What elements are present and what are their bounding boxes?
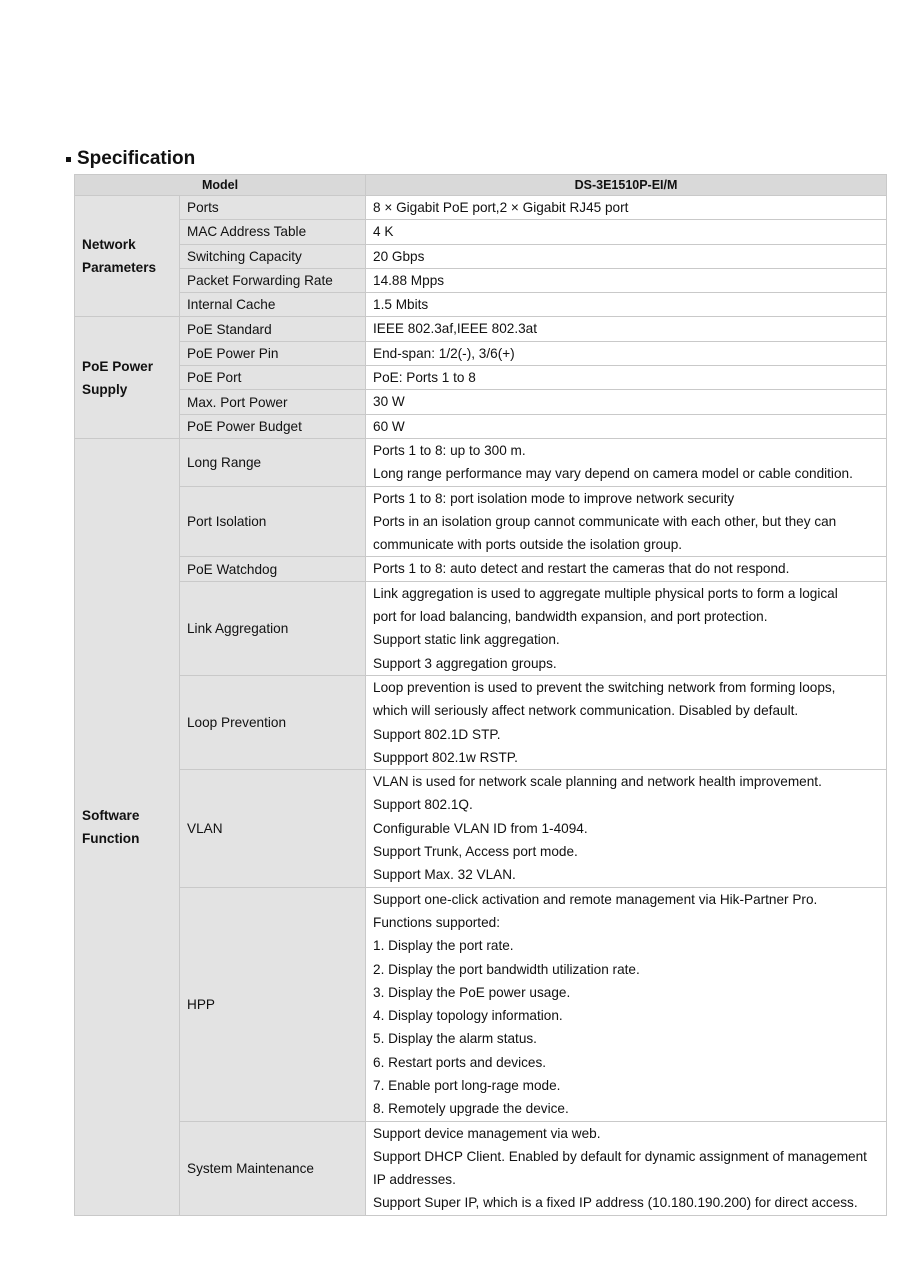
param-name: Loop Prevention: [180, 675, 366, 769]
value-line: Support Max. 32 VLAN.: [373, 867, 516, 883]
table-row: [75, 293, 887, 317]
group-label: [75, 438, 180, 1215]
value-line: 6. Restart ports and devices.: [373, 1054, 547, 1070]
value-line: 1. Display the port rate.: [373, 938, 514, 954]
section-heading-text: Specification: [77, 148, 196, 169]
value-line: End-span: 1/2(-), 3/6(+): [373, 345, 515, 361]
model-value: DS-3E1510P-EI/M: [366, 175, 887, 196]
group-label-line: PoE Power: [82, 358, 154, 374]
param-name: PoE Power Pin: [180, 341, 366, 365]
value-line: Loop prevention is used to prevent the switching network from forming loops,: [373, 679, 836, 695]
table-row: [75, 341, 887, 365]
value-line: 4. Display topology information.: [373, 1008, 563, 1024]
param-value: [366, 293, 887, 317]
value-line: Support device management via web.: [373, 1125, 601, 1141]
param-name: Packet Forwarding Rate: [180, 268, 366, 292]
table-row: [75, 244, 887, 268]
section-heading: [66, 148, 195, 170]
value-line: Support Trunk, Access port mode.: [373, 844, 578, 860]
value-line: Link aggregation is used to aggregate multiple physical ports to form a logical: [373, 585, 838, 601]
param-name: Ports: [180, 196, 366, 220]
square-bullet-icon: [66, 157, 71, 162]
value-line: Suppport 802.1w RSTP.: [373, 749, 518, 765]
param-name: Max. Port Power: [180, 390, 366, 414]
value-line: port for load balancing, bandwidth expansion, and port protection.: [373, 609, 768, 625]
group-label-line: Parameters: [82, 260, 157, 276]
value-line: 20 Gbps: [373, 248, 425, 264]
param-name: Port Isolation: [180, 486, 366, 557]
value-line: IP addresses.: [373, 1172, 456, 1188]
value-line: 30 W: [373, 394, 405, 410]
value-line: 1.5 Mbits: [373, 297, 429, 313]
table-row: [75, 887, 887, 1121]
value-line: 7. Enable port long-rage mode.: [373, 1077, 561, 1093]
param-name: Internal Cache: [180, 293, 366, 317]
table-row: [75, 675, 887, 769]
param-value: [366, 1121, 887, 1215]
table-row: [75, 486, 887, 557]
value-line: communicate with ports outside the isolation group.: [373, 537, 683, 553]
param-value: [366, 557, 887, 581]
value-line: Ports 1 to 8: auto detect and restart the cameras that do not respond.: [373, 561, 790, 577]
value-line: IEEE 802.3af,IEEE 802.3at: [373, 321, 538, 337]
spec-body: [75, 196, 887, 1216]
param-name: Long Range: [180, 438, 366, 486]
value-line: Long range performance may vary depend on camera model or cable condition.: [373, 466, 853, 482]
param-value: [366, 366, 887, 390]
value-line: Support 802.1Q.: [373, 797, 473, 813]
table-row: [75, 770, 887, 887]
value-line: Support 3 aggregation groups.: [373, 655, 557, 671]
table-row: [75, 438, 887, 486]
param-value: [366, 196, 887, 220]
param-value: [366, 581, 887, 675]
value-line: 60 W: [373, 418, 405, 434]
table-row: [75, 557, 887, 581]
group-label-line: Software: [82, 807, 140, 823]
value-line: 14.88 Mpps: [373, 272, 445, 288]
param-value: [366, 268, 887, 292]
value-line: Support 802.1D STP.: [373, 726, 501, 742]
param-value: [366, 317, 887, 341]
value-line: 4 K: [373, 224, 394, 240]
param-value: [366, 244, 887, 268]
table-row: [75, 390, 887, 414]
param-value: [366, 770, 887, 887]
value-line: Support one-click activation and remote management via Hik-Partner Pro.: [373, 891, 818, 907]
value-line: Support static link aggregation.: [373, 632, 560, 648]
value-line: Ports 1 to 8: port isolation mode to improve network security: [373, 490, 735, 506]
table-row: [75, 317, 887, 341]
param-name: MAC Address Table: [180, 220, 366, 244]
table-row: [75, 220, 887, 244]
value-line: Support DHCP Client. Enabled by default for dynamic assignment of management: [373, 1148, 867, 1164]
group-label-line: Supply: [82, 381, 128, 397]
param-value: [366, 675, 887, 769]
param-name: HPP: [180, 887, 366, 1121]
specification-table: [74, 174, 887, 1216]
param-name: PoE Power Budget: [180, 414, 366, 438]
param-value: [366, 390, 887, 414]
value-line: Configurable VLAN ID from 1-4094.: [373, 820, 588, 836]
value-line: Support Super IP, which is a fixed IP address (10.180.190.200) for direct access.: [373, 1195, 858, 1211]
param-value: [366, 486, 887, 557]
param-name: Switching Capacity: [180, 244, 366, 268]
param-value: [366, 341, 887, 365]
param-name: PoE Watchdog: [180, 557, 366, 581]
table-row: [75, 1121, 887, 1215]
value-line: Ports 1 to 8: up to 300 m.: [373, 442, 526, 458]
param-value: [366, 887, 887, 1121]
model-label: Model: [75, 175, 366, 196]
value-line: which will seriously affect network communication. Disabled by default.: [373, 703, 799, 719]
value-line: 3. Display the PoE power usage.: [373, 984, 571, 1000]
param-name: VLAN: [180, 770, 366, 887]
param-name: PoE Standard: [180, 317, 366, 341]
group-label: [75, 317, 180, 438]
param-value: [366, 220, 887, 244]
table-row: [75, 196, 887, 220]
group-label: [75, 196, 180, 317]
value-line: VLAN is used for network scale planning and network health improvement.: [373, 774, 822, 790]
value-line: Ports in an isolation group cannot communicate with each other, but they can: [373, 513, 837, 529]
param-name: PoE Port: [180, 366, 366, 390]
table-row: [75, 414, 887, 438]
value-line: Functions supported:: [373, 914, 500, 930]
table-row: [75, 268, 887, 292]
table-row: [75, 581, 887, 675]
value-line: 8. Remotely upgrade the device.: [373, 1101, 569, 1117]
value-line: 5. Display the alarm status.: [373, 1031, 537, 1047]
param-value: [366, 438, 887, 486]
table-header-row: [75, 175, 887, 196]
value-line: 2. Display the port bandwidth utilization rate.: [373, 961, 640, 977]
table-row: [75, 366, 887, 390]
param-value: [366, 414, 887, 438]
group-label-line: Network: [82, 237, 136, 253]
value-line: 8 × Gigabit PoE port,2 × Gigabit RJ45 port: [373, 200, 629, 215]
group-label-line: Function: [82, 830, 140, 846]
param-name: Link Aggregation: [180, 581, 366, 675]
value-line: PoE: Ports 1 to 8: [373, 370, 476, 386]
param-name: System Maintenance: [180, 1121, 366, 1215]
